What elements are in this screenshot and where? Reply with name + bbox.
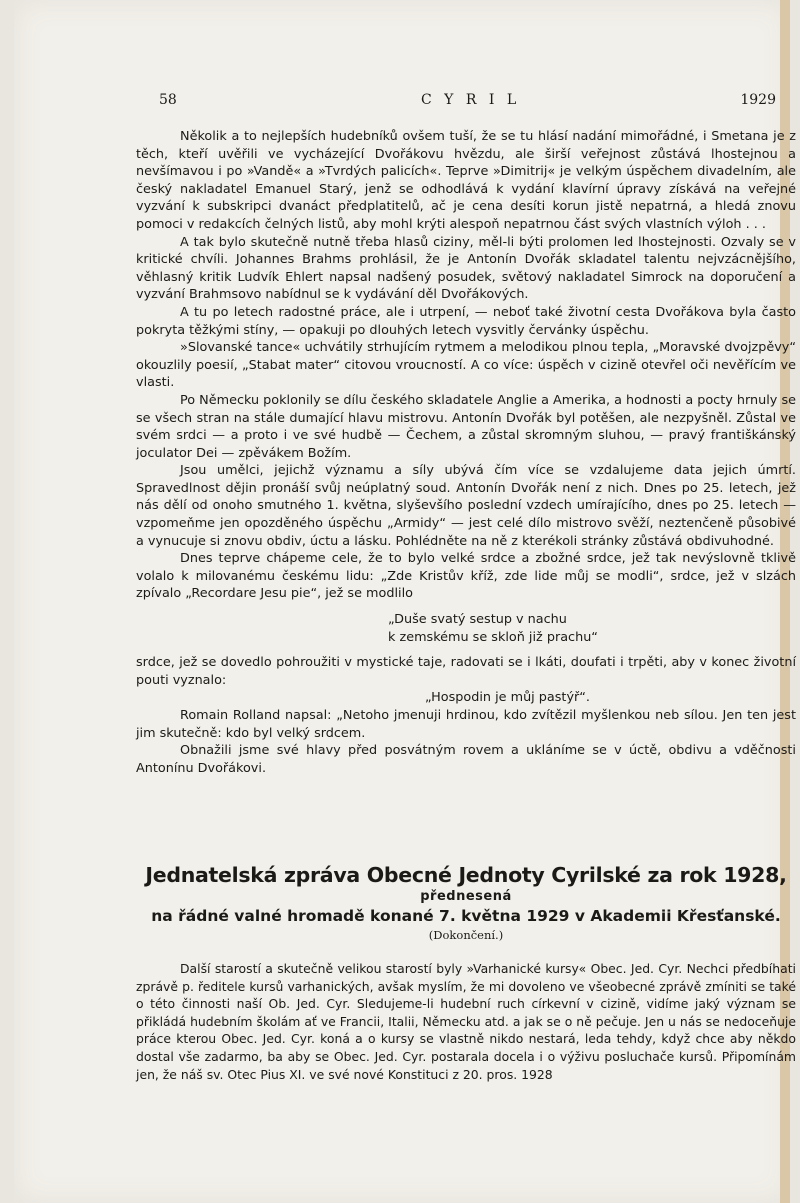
paragraph: Obnažili jsme své hlavy před posvátným rovem a ukláníme se v úctě, obdivu a vděčnosti Antonínu Dvořákovi.	[136, 743, 796, 776]
verse-line: „Duše svatý sestup v nachu	[388, 612, 567, 628]
article-body	[136, 128, 796, 777]
paragraph: »Slovanské tance« uchvátily strhujícím rytmem a melodikou plnou tepla, „Moravské dvojzpěvy“ okouzlily poesií, „Stabat mater“ citovou vroucností. A co více: úspěch v cizině otevřel oči nevěřícím ve vlasti.	[136, 340, 796, 391]
verse: „Hospodin je můj pastýř“.	[425, 690, 590, 706]
continued-note: (Dokončení.)	[428, 928, 504, 942]
verse-line: k zemskému se skloň již prachu“	[388, 629, 598, 645]
year: 1929	[740, 92, 776, 108]
paragraph: srdce, jež se dovedlo pohroužiti v mystické taje, radovati se i lkáti, doufati i trpěti, aby v konec životní pouti vyznalo:	[136, 655, 796, 688]
paragraph: A tu po letech radostné práce, ale i utrpení, — neboť také životní cesta Dvořákova byla často pokryta těžkými stíny, — opakuji po dlouhých letech vysvitly červánky úspěchu.	[136, 304, 796, 338]
report-heading	[136, 862, 796, 943]
running-head	[159, 92, 776, 112]
paragraph: Jsou umělci, jejichž významu a síly ubývá čím více se vzdalujeme data jejich úmrtí. Spravedlnost dějin pronáší svůj neúplatný soud. Antonín Dvořák není z nich. Dnes po 25. letech, jež nás dělí od onoho smutného 1. května, slyševšího poslední vzdech umírajícího, dnes po 25. letech — vzpomeňme jen opozděného úspěchu „Armidy“ — jest celé dílo mistrovo svěží, neztenčeně působivé a vynucuje si znovu obdiv, úctu a lásku. Pohlédněte na ně z kterékoli stránky zůstává obdivuhodné.	[136, 463, 796, 549]
paragraph: Po Německu poklonily se dílu českého skladatele Anglie a Amerika, a hodnosti a pocty hrnuly se se všech stran na stále dumající hlavu mistrovu. Antonín Dvořák byl potěšen, ale nezpyšněl. Zůstal ve svém srdci — a proto i ve své hudbě — Čechem, a zůstal skromným sluhou, — pravý františkánský joculator Dei — zpěvákem Božím.	[136, 392, 796, 461]
page	[14, 0, 796, 1203]
report-subtitle-2: na řádné valné hromadě konané 7. května 1929 v Akademii Křesťanské.	[151, 907, 781, 925]
report-title: Jednatelská zpráva Obecné Jednoty Cyrilské za rok 1928,	[145, 863, 787, 887]
paragraph: Dnes teprve chápeme cele, že to bylo velké srdce a zbožné srdce, jež tak nevýslovně tklivě volalo k milovanému českému lidu: „Zde Kristův kříž, zde lide můj se modli“, srdce, jež v slzách zpívalo „Recordare Jesu pie“, jež se modlilo	[136, 551, 796, 602]
page-number: 58	[159, 92, 177, 108]
journal-title: C Y R I L	[421, 92, 521, 108]
paragraph: A tak bylo skutečně nutně třeba hlasů ciziny, měl-li býti prolomen led lhostejnosti. Ozvaly se v kritické chvíli. Johannes Brahms prohlásil, že je Antonín Dvořák skladatel talentu nejvzácnějšího, věhlasný kritik Ludvík Ehlert napsal nadšený posudek, světový nakladatel Simrock na doporučení a vyzvání Brahmsovo nabídnul se k vydávání děl Dvořákových.	[136, 234, 796, 303]
report-subtitle: přednesená	[420, 889, 512, 904]
paragraph: Několik a to nejlepších hudebníků ovšem tuší, že se tu hlásí nadání mimořádné, i Smetana je z těch, kteří uvěřili ve vycházející Dvořákovu hvězdu, ale širší veřejnost zůstává lhostejnou a nevšímavou i po »Vandě« a »Tvrdých palicích«. Teprve »Dimitrij« je velkým úspěchem divadelním, ale český nakladatel Emanuel Starý, jenž se odhodlává k vydání klavírní úpravy získává na veřejné vyzvání k subskripci dvanáct předplatitelů, ač je cena desíti korun jistě nepatrná, a hledá znovu pomoci v redakcích čelných listů, aby mohl krýti alespoň nepatrnou část svých vlastních výloh . . .	[136, 129, 796, 232]
report-body	[136, 960, 796, 1083]
verse	[136, 611, 796, 646]
paragraph: Další starostí a skutečně velikou starostí byly »Varhanické kursy« Obec. Jed. Cyr. Nechci předbíhati zprávě p. ředitele kursů varhanických, avšak myslím, že mi dovoleno ve všeobecné zprávě zmíniti se také o této činnosti naší Ob. Jed. Cyr. Sledujeme-li hudební ruch církevní v cizině, vidíme jaký význam se přikládá hudebním školám ať ve Francii, Italii, Německu atd. a jak se o ně pečuje. Jen u nás se nedoceňuje práce kterou Obec. Jed. Cyr. koná a o kursy se vlastně nikdo nestará, leda tehdy, když chce aby někdo dostal vše zadarmo, ba aby se Obec. Jed. Cyr. postarala docela i o výživu posluchače kursů. Připomínám jen, že náš sv. Otec Pius XI. ve své nové Konstituci z 20. pros. 1928	[136, 961, 796, 1082]
paragraph: Romain Rolland napsal: „Netoho jmenuji hrdinou, kdo zvítězil myšlenkou neb sílou. Jen ten jest jim skutečně: kdo byl velký srdcem.	[136, 708, 796, 741]
